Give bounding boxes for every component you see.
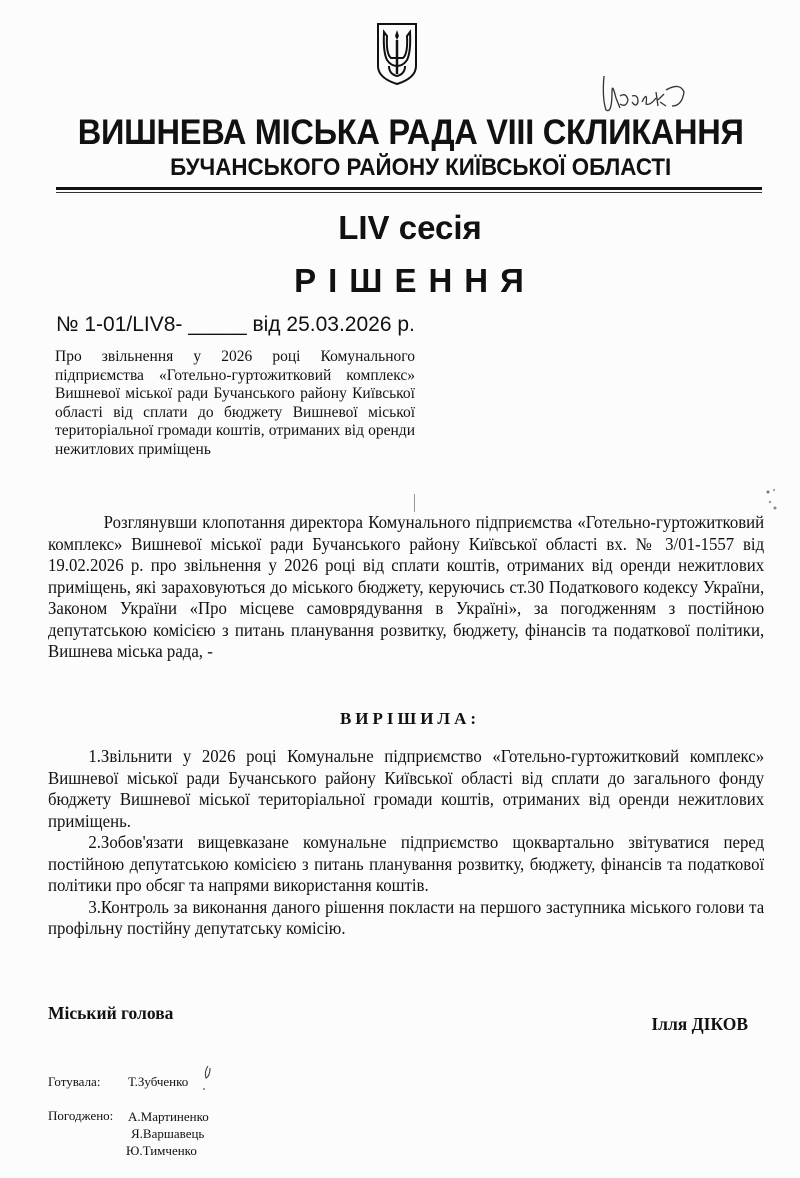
header-divider-thin <box>56 192 762 193</box>
agreed-name: А.Мартиненко <box>128 1109 209 1124</box>
decision-subject: Про звільнення у 2026 році Комунального підприємства «Готельно-гуртожитковий комплекс» Вишневої міської ради Бучанського району Київської області від сплати до бюджету Вишневої міської територіальної громади коштів, отриманих від оренди нежитлових приміщень <box>55 348 415 458</box>
prepared-name: Т.Зубченко <box>128 1074 189 1089</box>
handwritten-initials-mark <box>196 1064 216 1094</box>
scan-artifact-marks <box>764 486 778 516</box>
district-subtitle: БУЧАНСЬКОГО РАЙОНУ КИЇВСЬКОЇ ОБЛАСТІ <box>170 154 672 181</box>
decision-item: 2.Зобов'язати вищевказане комунальне підприємство щоквартально звітуватися перед постійною депутатською комісією з питань планування розвитку, бюджету, фінансів та податкової політики про обсяг та напрями використання коштів. <box>48 832 765 895</box>
trident-coat-of-arms-icon <box>375 22 419 86</box>
decision-title: РІШЕННЯ <box>294 262 536 299</box>
decision-items <box>48 746 764 940</box>
scan-artifact <box>414 494 415 512</box>
decision-number-line: № 1-01/LIV8- _____ від 25.03.2026 р. <box>56 313 415 336</box>
agreed-label: Погоджено: <box>48 1108 114 1123</box>
decision-item: 1.Звільнити у 2026 році Комунальне підприємство «Готельно-гуртожитковий комплекс» Вишневої міської ради Бучанського району Київської області від сплати до загального фонду бюджету Вишневої міської територіальної громади коштів, отриманих від оренди нежитлових приміщень. <box>48 746 765 831</box>
agreed-name: Я.Варшавець <box>131 1126 205 1141</box>
mayor-name: Ілля ДІКОВ <box>651 1014 748 1034</box>
session-title: LIV сесія <box>338 209 482 246</box>
preamble <box>48 512 764 663</box>
agreed-names <box>128 1108 209 1159</box>
resolved-heading: ВИРІШИЛА: <box>339 709 481 728</box>
decision-item: 3.Контроль за виконання даного рішення покласти на першого заступника міського голови та профільну постійну депутатську комісію. <box>48 896 765 938</box>
council-title: ВИШНЕВА МІСЬКА РАДА VIII СКЛИКАННЯ <box>77 113 744 152</box>
mayor-title: Міський голова <box>48 1003 174 1023</box>
header-divider <box>56 187 762 190</box>
prepared-label: Готувала: <box>48 1074 101 1089</box>
agreed-name: Ю.Тимченко <box>126 1143 197 1158</box>
preamble-text: Розглянувши клопотання директора Комунального підприємства «Готельно-гуртожитковий комплекс» Вишневої міської ради Бучанського району Київської області вх. № 3/01-1557 від 19.02.2026 р. про звільнення у 2026 році від сплати коштів, отриманих від оренди нежитлових приміщень, які зараховуються до міського бюджету, керуючись ст.30 Податкового кодексу України, Законом України «Про місцеве самоврядування в Україні», за погодженням з постійною депутатською комісією з питань планування розвитку, бюджету, фінансів та податкової політики, Вишнева міська рада, - <box>48 512 765 661</box>
